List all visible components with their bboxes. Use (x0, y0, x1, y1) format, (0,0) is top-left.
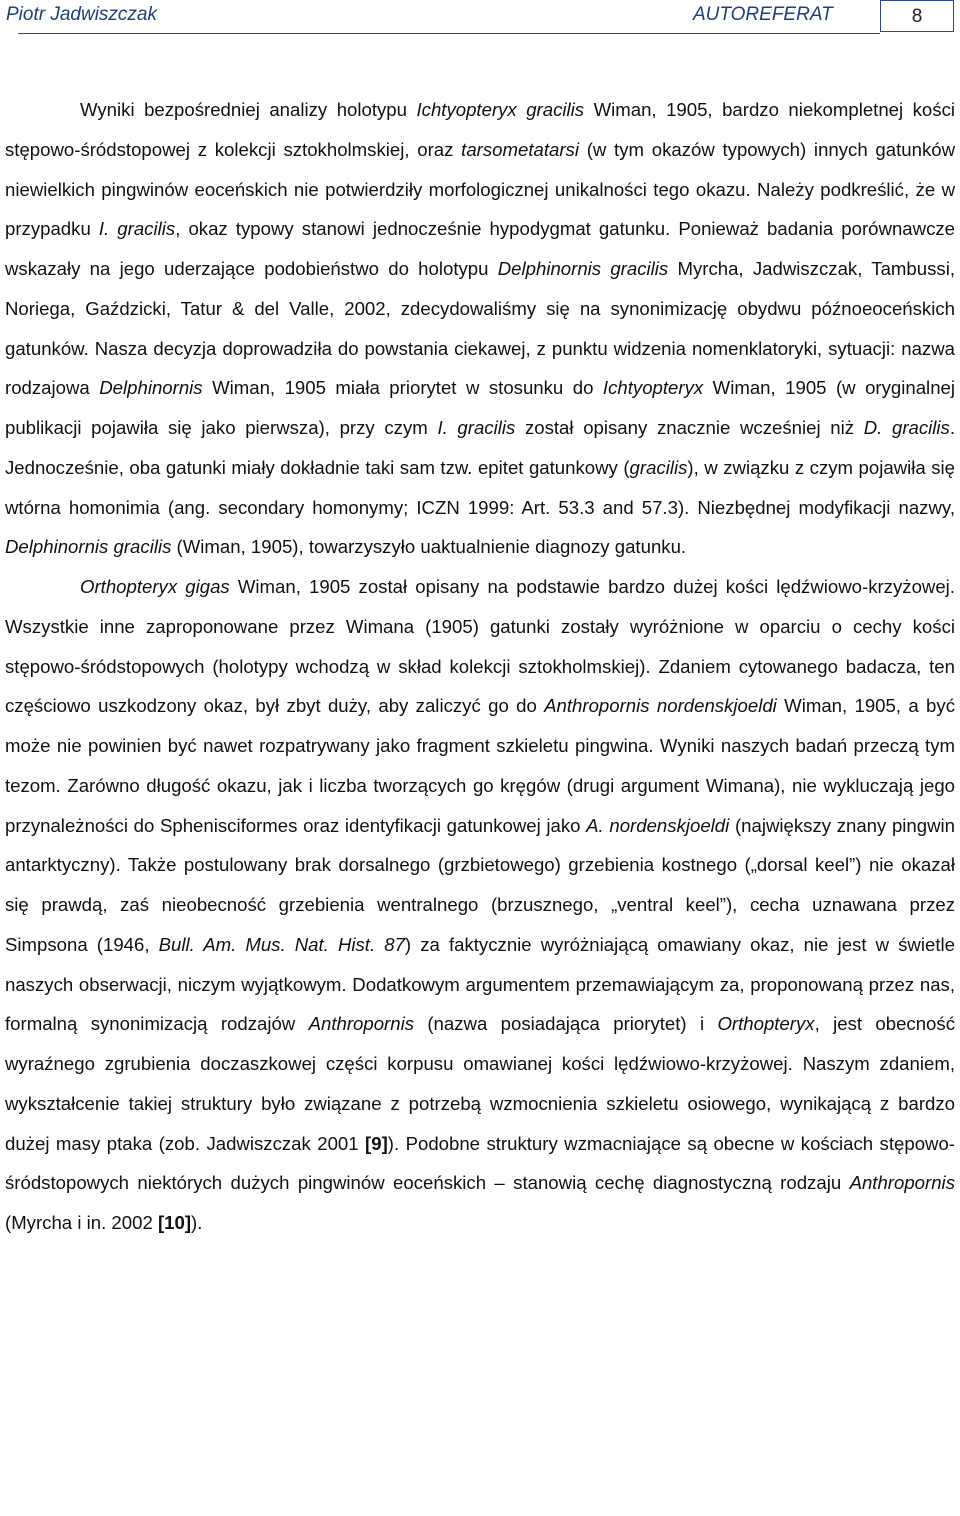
citation-ref: [10] (157, 1212, 192, 1233)
page-header (0, 0, 960, 36)
italic-run: D. gracilis (863, 417, 950, 438)
italic-run: Anthropornis (849, 1172, 955, 1194)
text-run: Wyniki bezpośredniej analizy holotypu (80, 99, 417, 120)
text-run: (nazwa posiadająca priorytet) i (414, 1013, 718, 1035)
text-run: (największy znany pingwin antarktyczny). Także postulowany brak dorsalnego (grzbietowego) grzebienia kostnego („dorsal keel”) nie okazał się prawdą, zaś nieobecność grzebienia wentralnego (brzusznego, „ventral keel”), cecha uznawana przez Simpsona (1946, (5, 814, 956, 955)
text-run: ), w związku z czym pojawiła się wtórna homonimia (ang. secondary homonymy; ICZN 1999: Art. 53.3 and 57.3). Niezbędnej modyfikacji nazwy, (5, 456, 955, 518)
text-run: . Jednocześnie, oba gatunki miały dokładnie taki sam tzw. epitet gatunkowy ( (5, 417, 956, 478)
italic-run: Orthopteryx (717, 1013, 815, 1035)
italic-run: A. nordenskjoeldi (586, 814, 730, 836)
text-run: ). (191, 1212, 203, 1233)
italic-run: Anthropornis nordenskjoeldi (544, 695, 777, 717)
paragraph-1 (5, 90, 955, 567)
text-run: (w tym okazów typowych) innych gatunków niewielkich pingwinów eoceńskich nie potwierdziły morfologicznej unikalności tego okazu. Należy podkreślić, że w przypadku (5, 138, 956, 240)
header-document-title: AUTOREFERAT (693, 4, 833, 25)
italic-run: Delphinornis gracilis (5, 536, 172, 558)
italic-run: tarsometatarsi (461, 138, 579, 160)
text-run: Wiman, 1905 (w oryginalnej publikacji pojawiła się jako pierwsza), przy czym (5, 377, 956, 438)
text-run: (Wiman, 1905), towarzyszyło uaktualnienie diagnozy gatunku. (171, 536, 687, 558)
italic-run: I. gracilis (98, 218, 176, 240)
text-run: Myrcha, Jadwiszczak, Tambussi, Noriega, Gaździcki, Tatur & del Valle, 2002, zdecydowaliśmy się na synonimizację obydwu późnoeoceńskich gatunków. Nasza decyzja doprowadziła do powstania ciekawej, z punktu widzenia nomenklatoryki, sytuacji: nazwa rodzajowa (5, 258, 955, 399)
text-run: Wiman, 1905, a być może nie powinien być nawet rozpatrywany jako fragment szkieletu pingwina. Wyniki naszych badań przeczą tym tezom. Zarówno długość okazu, jak i liczba tworzących go kręgów (drugi argument Wimana), nie wykluczają jego przynależności do Sphenisciformes oraz identyfikacji gatunkowej jako (5, 695, 955, 836)
header-rule (18, 33, 880, 34)
text-run: , okaz typowy stanowi jednocześnie hypodygmat gatunku. Ponieważ badania porównawcze wskazały na jego uderzające podobieństwo do holotypu (5, 218, 955, 279)
text-run: ). Podobne struktury wzmacniające są obecne w kościach stępowo-śródstopowych niektórych dużych pingwinów eoceńskich – stanowią cechę diagnostyczną rodzaju (5, 1132, 955, 1194)
italic-run: Ichtyopteryx (602, 377, 704, 399)
paragraph-2 (5, 567, 955, 1243)
italic-run: gracilis (629, 456, 688, 478)
body-text (5, 90, 955, 1243)
text-run: Wiman, 1905, bardzo niekompletnej kości stępowo-śródstopowej z kolekcji sztokholmskiej, oraz (5, 99, 955, 160)
text-run: został opisany znacznie wcześniej niż (515, 417, 864, 438)
citation-ref: [9] (365, 1132, 388, 1154)
italic-run: I. gracilis (437, 417, 516, 438)
italic-run: Anthropornis (308, 1013, 415, 1035)
text-run: Wiman, 1905 miała priorytet w stosunku do (202, 377, 603, 399)
italic-run: Orthopteryx gigas (80, 576, 230, 597)
text-run: , jest obecność wyraźnego zgrubienia doczaszkowej części korpusu omawianej kości lędźwiowo-krzyżowej. Naszym zdaniem, wykształcenie takiej struktury było związane z potrzebą wzmocnienia szkieletu osiowego, wynikającą z bardzo dużej masy ptaka (zob. Jadwiszczak 2001 (5, 1013, 955, 1154)
text-run: (Myrcha i in. 2002 (5, 1212, 158, 1233)
text-run: ) za faktycznie wyróżniającą omawiany okaz, nie jest w świetle naszych obserwacji, niczym wyjątkowym. Dodatkowym argumentem przemawiającym za, proponowaną przez nas, formalną synonimizacją rodzajów (5, 933, 955, 1035)
page-number: 8 (880, 0, 954, 32)
italic-run: Ichtyopteryx gracilis (416, 99, 585, 120)
header-author: Piotr Jadwiszczak (6, 4, 157, 25)
italic-run: Bull. Am. Mus. Nat. Hist. 87 (158, 933, 405, 955)
italic-run: Delphinornis gracilis (497, 258, 669, 279)
italic-run: Delphinornis (99, 377, 203, 399)
text-run: Wiman, 1905 został opisany na podstawie bardzo dużej kości lędźwiowo-krzyżowej. Wszystkie inne zaproponowane przez Wimana (1905) gatunki zostały wyróżnione w oparciu o cechy kości stępowo-śródstopowych (holotypy wchodzą w skład kolekcji sztokholmskiej). Zdaniem cytowanego badacza, ten częściowo uszkodzony okaz, był zbyt duży, aby zaliczyć go do (5, 576, 955, 717)
